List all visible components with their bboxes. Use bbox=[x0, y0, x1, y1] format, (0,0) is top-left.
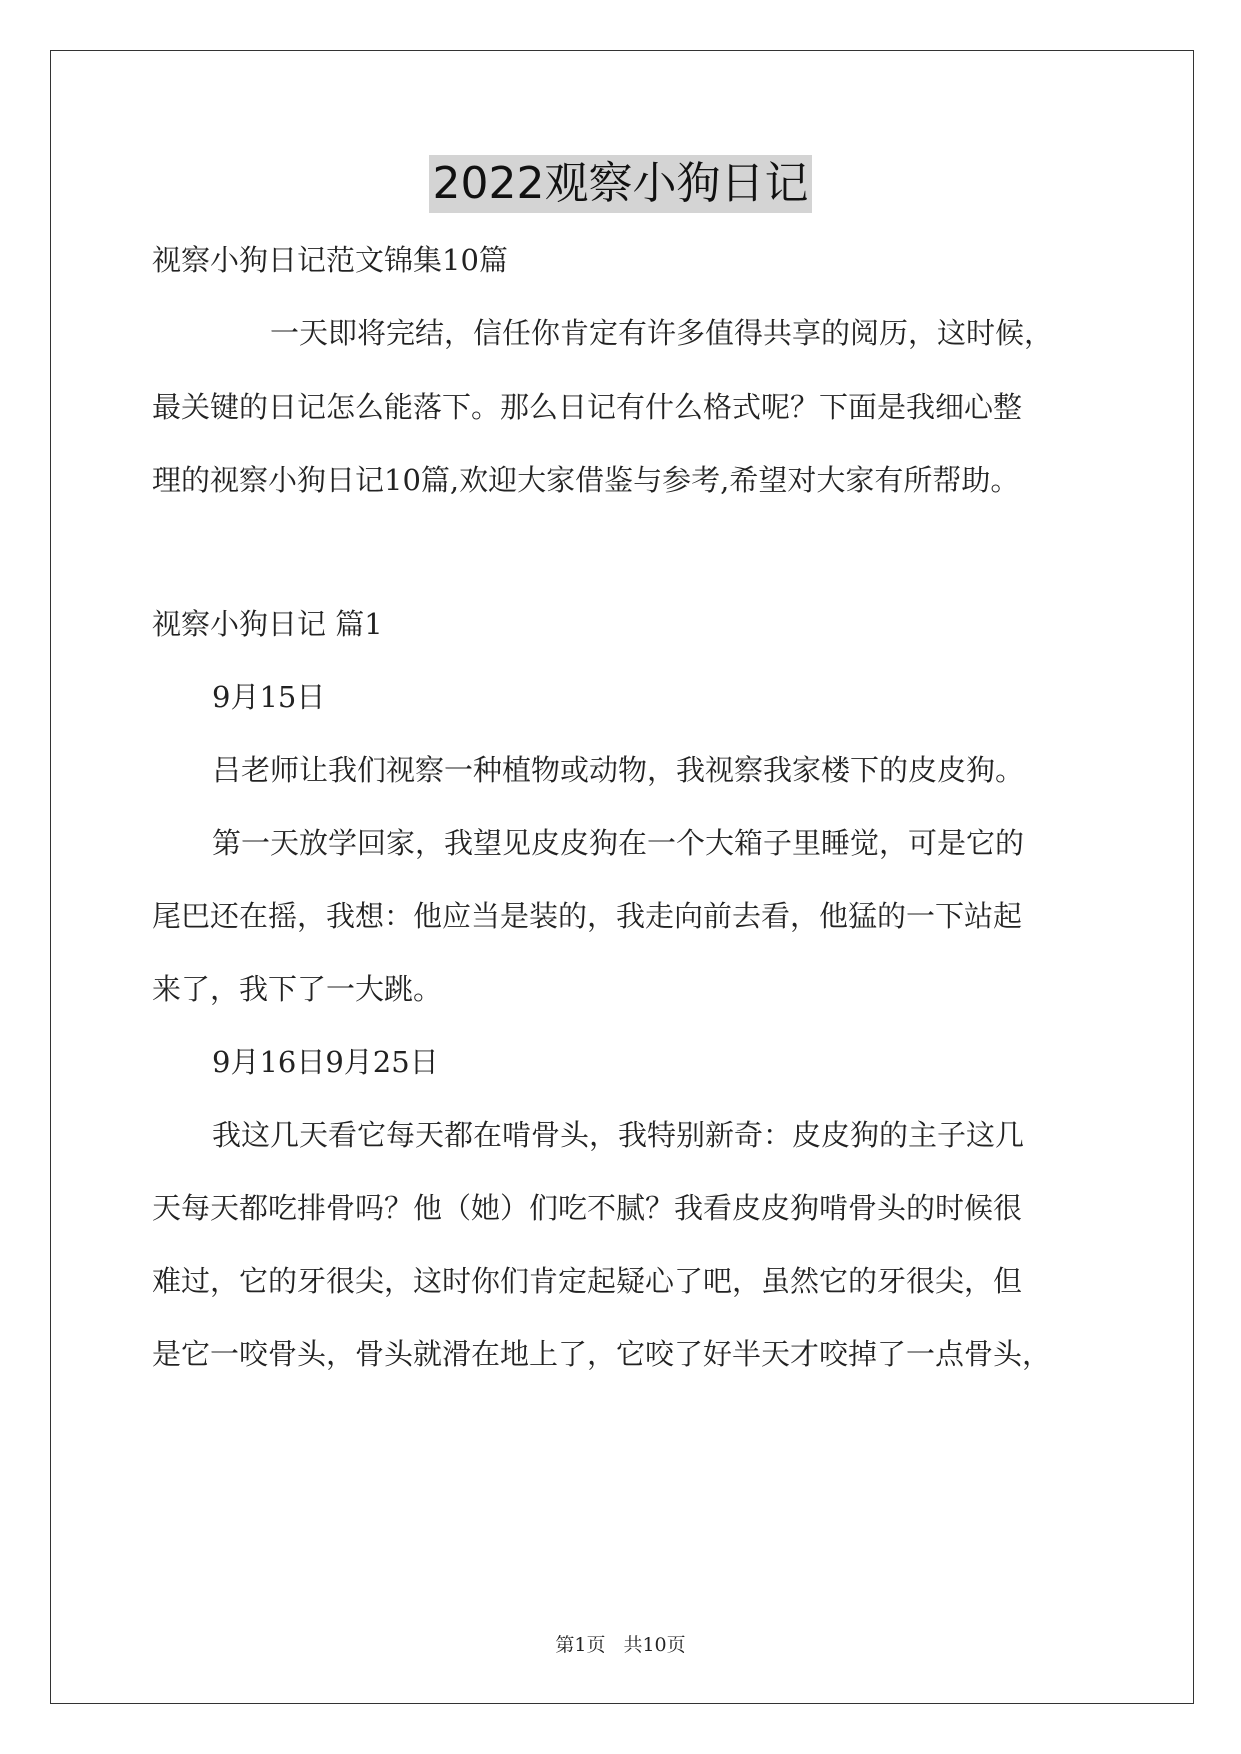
title-wrap bbox=[0, 155, 1241, 213]
page-current: 第1页 bbox=[555, 1634, 606, 1656]
page-footer bbox=[0, 1632, 1241, 1658]
paragraph-line: 吕老师让我们视察一种植物或动物，我视察我家楼下的皮皮狗。 bbox=[212, 753, 1025, 787]
page-border bbox=[50, 50, 1194, 1704]
paragraph-line: 第一天放学回家，我望见皮皮狗在一个大箱子里睡觉，可是它的 bbox=[212, 826, 1025, 860]
page-total: 共10页 bbox=[623, 1634, 686, 1656]
document-title: 2022观察小狗日记 bbox=[429, 155, 813, 213]
paragraph-line: 天每天都吃排骨吗？他（她）们吃不腻？我看皮皮狗啃骨头的时候很 bbox=[152, 1191, 1023, 1225]
paragraph-line: 难过，它的牙很尖，这时你们肯定起疑心了吧，虽然它的牙很尖，但 bbox=[152, 1264, 1023, 1298]
paragraph-line: 一天即将完结，信任你肯定有许多值得共享的阅历，这时候， bbox=[270, 316, 1054, 350]
paragraph-line: 我这几天看它每天都在啃骨头，我特别新奇：皮皮狗的主子这几 bbox=[212, 1118, 1025, 1152]
paragraph-line: 尾巴还在摇，我想：他应当是装的，我走向前去看，他猛的一下站起 bbox=[152, 899, 1023, 933]
subtitle-line: 视察小狗日记范文锦集10篇 bbox=[152, 243, 508, 277]
date-line: 9月16日9月25日 bbox=[212, 1045, 439, 1079]
paragraph-line: 是它一咬骨头，骨头就滑在地上了，它咬了好半天才咬掉了一点骨头， bbox=[152, 1337, 1052, 1371]
date-line: 9月15日 bbox=[212, 680, 326, 714]
paragraph-line: 最关键的日记怎么能落下。那么日记有什么格式呢？下面是我细心整 bbox=[152, 390, 1023, 424]
paragraph-line: 来了，我下了一大跳。 bbox=[152, 972, 443, 1006]
paragraph-line: 理的视察小狗日记10篇,欢迎大家借鉴与参考,希望对大家有所帮助。 bbox=[152, 463, 1020, 497]
section-heading: 视察小狗日记 篇1 bbox=[152, 607, 383, 641]
